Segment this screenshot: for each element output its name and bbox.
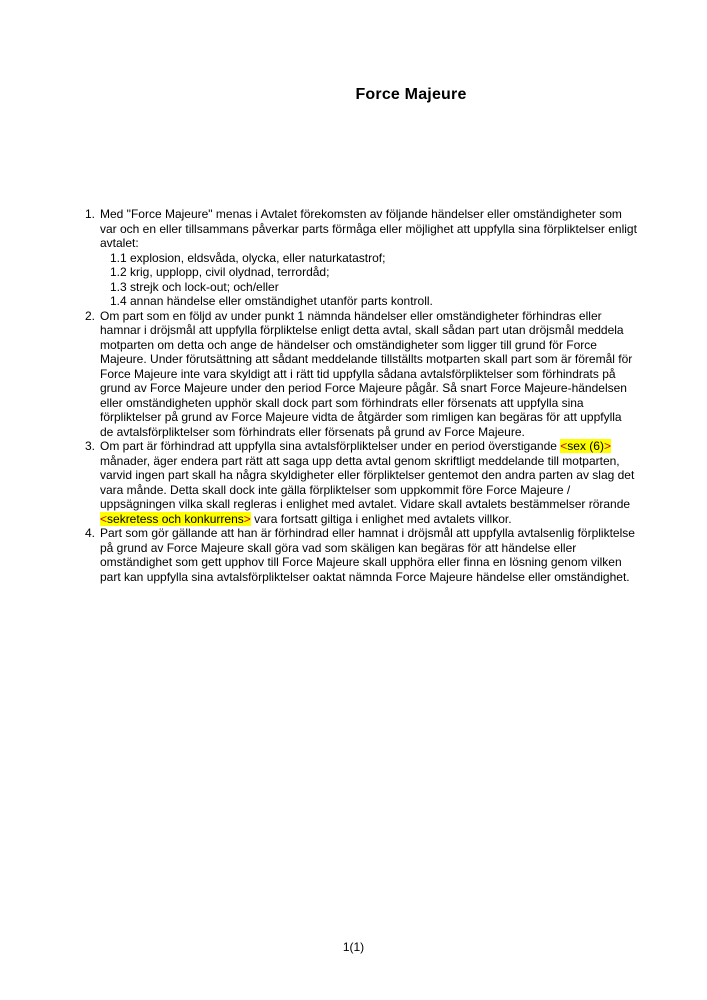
paragraph-text: vara fortsatt giltiga i enlighet med avtalets villkor. <box>250 511 512 526</box>
paragraph-text: månader, äger endera part rätt att saga upp detta avtal genom skriftligt meddelande till motparten, varvid ingen part skall ha några skyldigheter eller förpliktelser gentemot den andra parten av slag det vara månde. Detta skall dock inte gälla förpliktelser som uppkommit före Force Majeure / uppsägningen vilka skall regleras i enlighet med avtalet. Vidare skall avtalets bestämmelser rörande <box>100 453 635 511</box>
paragraph-text: explosion, eldsvåda, olycka, eller naturkatastrof; <box>130 250 386 265</box>
list-item-number: 4. <box>85 526 96 540</box>
sub-list-item-number: 1.4 <box>110 294 127 308</box>
list-item <box>85 526 638 584</box>
sub-list-item-number: 1.3 <box>110 279 127 294</box>
placeholder-text: sex (6) <box>567 439 604 453</box>
sub-list-item <box>85 294 638 309</box>
highlighted-placeholder <box>100 512 251 526</box>
placeholder-open-bracket: < <box>100 511 108 526</box>
page-number: 1(1) <box>342 940 365 954</box>
paragraph-text: annan händelse eller omständighet utanför parts kontroll. <box>130 294 433 308</box>
sub-list-item <box>85 265 638 280</box>
list-item <box>85 439 638 526</box>
paragraph-text: Om part som en följd av under punkt 1 nämnda händelser eller omständigheter förhindras eller hamnar i dröjsmål att uppfylla förpliktelse enligt detta avtal, skall sådan part utan dröjsmål meddela motparten om detta och ange de händelser och omständigheter som ligger till grund för Force Majeure. Under förutsättning att sådant meddelande tillställts motparten skall part som är föremål för Force Majeure inte vara skyldigt att i rätt tid uppfylla sådana avtalsförpliktelser som förhindrats på grund av Force Majeure under den period Force Majeure pågår. Så snart Force Majeure-händelsen eller omständigheten upphör skall dock part som förhindrats eller försenats att uppfylla sina förpliktelser på grund av Force Majeure vidta de åtgärder som rimligen kan begäras för att uppfylla de avtalsförpliktelser som förhindrats eller försenats på grund av Force Majeure. <box>100 308 633 439</box>
paragraph-text: strejk och lock-out; och/eller <box>130 279 279 294</box>
highlighted-placeholder <box>560 439 611 453</box>
paragraph-text: Part som gör gällande att han är förhindrad eller hamnat i dröjsmål att uppfylla avtalsenlig förpliktelse på grund av Force Majeure skall göra vad som skäligen kan begäras för att händelse eller omständighet som gett upphov till Force Majeure skall upphöra eller finna en lösning genom vilken part kan uppfylla sina avtalsförpliktelser oaktat nämnda Force Majeure händelse eller omständighet. <box>100 526 635 584</box>
list-item <box>85 207 638 251</box>
paragraph-text: Med "Force Majeure" menas i Avtalet förekomsten av följande händelser eller omständigheter som var och en eller tillsammans påverkar parts förmåga eller möjlighet att uppfylla sina förpliktelser enligt avtalet: <box>100 207 637 250</box>
sub-list-item <box>85 280 638 295</box>
document-body <box>85 207 638 584</box>
placeholder-close-bracket: > <box>603 439 611 453</box>
list-item-number: 3. <box>85 439 96 453</box>
page-title: Force Majeure <box>355 86 467 103</box>
sub-list-item <box>85 251 638 266</box>
paragraph-text: Om part är förhindrad att uppfylla sina avtalsförpliktelser under en period överstigande <box>100 439 561 453</box>
list-item-number: 1. <box>85 207 96 221</box>
list-item-number: 2. <box>85 308 96 323</box>
sub-list-item-number: 1.2 <box>110 265 127 279</box>
sub-list-item-number: 1.1 <box>110 250 127 265</box>
paragraph-text: krig, upplopp, civil olydnad, terrordåd; <box>130 265 330 279</box>
list-item <box>85 309 638 440</box>
placeholder-open-bracket: < <box>560 439 568 453</box>
placeholder-close-bracket: > <box>243 511 251 526</box>
placeholder-text: sekretess och konkurrens <box>107 511 244 526</box>
